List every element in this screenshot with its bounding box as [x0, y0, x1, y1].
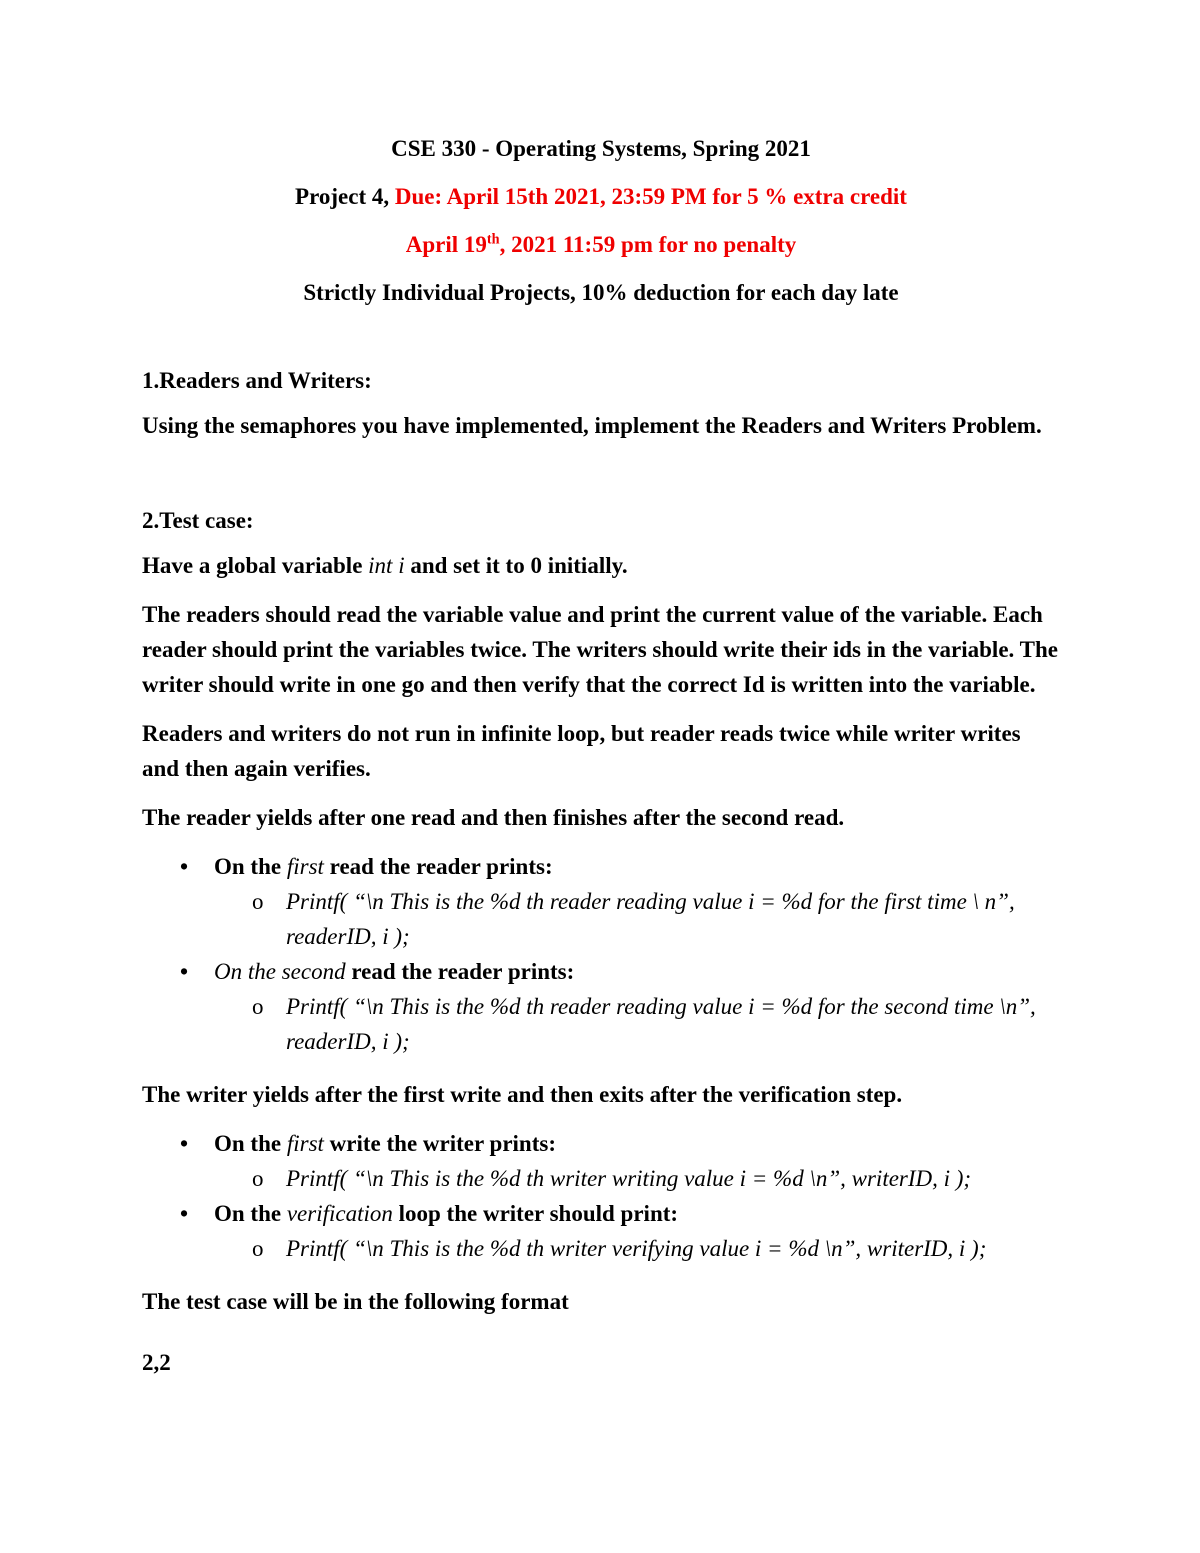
circle-bullet-icon: o: [252, 1236, 264, 1261]
section1-paragraph: [142, 408, 1060, 443]
due2-post: , 2021 11:59 pm for no penalty: [499, 232, 797, 257]
printf-text: Printf( “\n This is the %d th writer verifying value i = %d \n”, writerID, i );: [286, 1236, 987, 1261]
list-item-text: [214, 954, 1060, 989]
wb1-post: loop the writer should print:: [392, 1201, 679, 1226]
p4-text: The reader yields after one read and then finishes after the second read.: [142, 805, 845, 830]
project-prefix: Project 4,: [295, 184, 395, 209]
circle-bullet-icon: o: [252, 994, 264, 1019]
due-line-2: [142, 227, 1060, 262]
list-item-text: [214, 849, 1060, 884]
circle-bullet-icon: o: [252, 1166, 264, 1191]
wb1-em: verification: [286, 1201, 393, 1226]
paragraph-test-case-format: [142, 1284, 1060, 1319]
paragraph-global-variable: [142, 548, 1060, 583]
printf-text: Printf( “\n This is the %d th reader reading value i = %d for the second time \n”, readerID, i );: [286, 994, 1036, 1054]
list-item-reader-second: [142, 954, 1060, 989]
test-case-values: [142, 1345, 1060, 1380]
paragraph-no-infinite-loop: [142, 716, 1060, 786]
section2-heading-text: 2.Test case:: [142, 508, 254, 533]
p7-text: 2,2: [142, 1350, 171, 1375]
circle-bullet-icon: o: [252, 889, 264, 914]
p1-text-b: and set it to 0 initially.: [404, 553, 628, 578]
section1-heading-text: 1.Readers and Writers:: [142, 368, 372, 393]
printf-text: Printf( “\n This is the %d th writer writing value i = %d \n”, writerID, i );: [286, 1166, 972, 1191]
section1-heading: [142, 363, 1060, 398]
bullet-icon: •: [180, 1131, 189, 1156]
wb0-pre: On the: [214, 1131, 287, 1156]
due2-ordinal: th: [486, 231, 500, 248]
rb1-em: On the second: [214, 959, 346, 984]
p1-code-italic: int i: [368, 553, 405, 578]
bullet-icon: •: [180, 854, 189, 879]
p6-text: The test case will be in the following format: [142, 1289, 569, 1314]
sub-list-item-reader-first-printf: [142, 884, 1060, 954]
p5-text: The writer yields after the first write and then exits after the verification step.: [142, 1082, 903, 1107]
due-date-text: Due: April 15th 2021, 23:59 PM for 5 % extra credit: [394, 184, 907, 209]
p3-text: Readers and writers do not run in infinite loop, but reader reads twice while writer writes and then again verifies.: [142, 721, 1021, 781]
paragraph-readers-behavior: [142, 597, 1060, 702]
list-item-writer-first: [142, 1126, 1060, 1161]
doc-title-text: CSE 330 - Operating Systems, Spring 2021: [391, 136, 811, 161]
bullet-icon: •: [180, 1201, 189, 1226]
doc-title: [142, 131, 1060, 166]
policy-text: Strictly Individual Projects, 10% deduction for each day late: [303, 280, 899, 305]
wb1-pre: On the: [214, 1201, 287, 1226]
due-line-1: [142, 179, 1060, 214]
sub-list-item-reader-second-printf: [142, 989, 1060, 1059]
wb0-em: first: [286, 1131, 324, 1156]
list-item-text: [214, 1126, 1060, 1161]
p2-text: The readers should read the variable value and print the current value of the variable. Each reader should print the variables twice. The writers should write their ids in the variable. The writer should write in one go and then verify that the correct Id is written into the variable.: [142, 602, 1058, 697]
printf-text: Printf( “\n This is the %d th reader reading value i = %d for the first time \ n”, readerID, i );: [286, 889, 1015, 949]
list-item-text: [214, 1196, 1060, 1231]
section1-paragraph-text: Using the semaphores you have implemented, implement the Readers and Writers Problem.: [142, 413, 1042, 438]
paragraph-writer-yields: [142, 1077, 1060, 1112]
due2-pre: April 19: [405, 232, 487, 257]
rb0-pre: On the: [214, 854, 287, 879]
policy-line: [142, 275, 1060, 310]
rb0-post: read the reader prints:: [323, 854, 553, 879]
sub-list-item-writer-verifying-printf: [142, 1231, 1060, 1266]
rb1-post: read the reader prints:: [345, 959, 575, 984]
list-item-reader-first: [142, 849, 1060, 884]
wb0-post: write the writer prints:: [323, 1131, 556, 1156]
list-item-writer-verification: [142, 1196, 1060, 1231]
p1-text-a: Have a global variable: [142, 553, 369, 578]
rb0-em: first: [286, 854, 324, 879]
paragraph-reader-yields: [142, 800, 1060, 835]
sub-list-item-writer-first-printf: [142, 1161, 1060, 1196]
section2-heading: [142, 503, 1060, 538]
bullet-icon: •: [180, 959, 189, 984]
